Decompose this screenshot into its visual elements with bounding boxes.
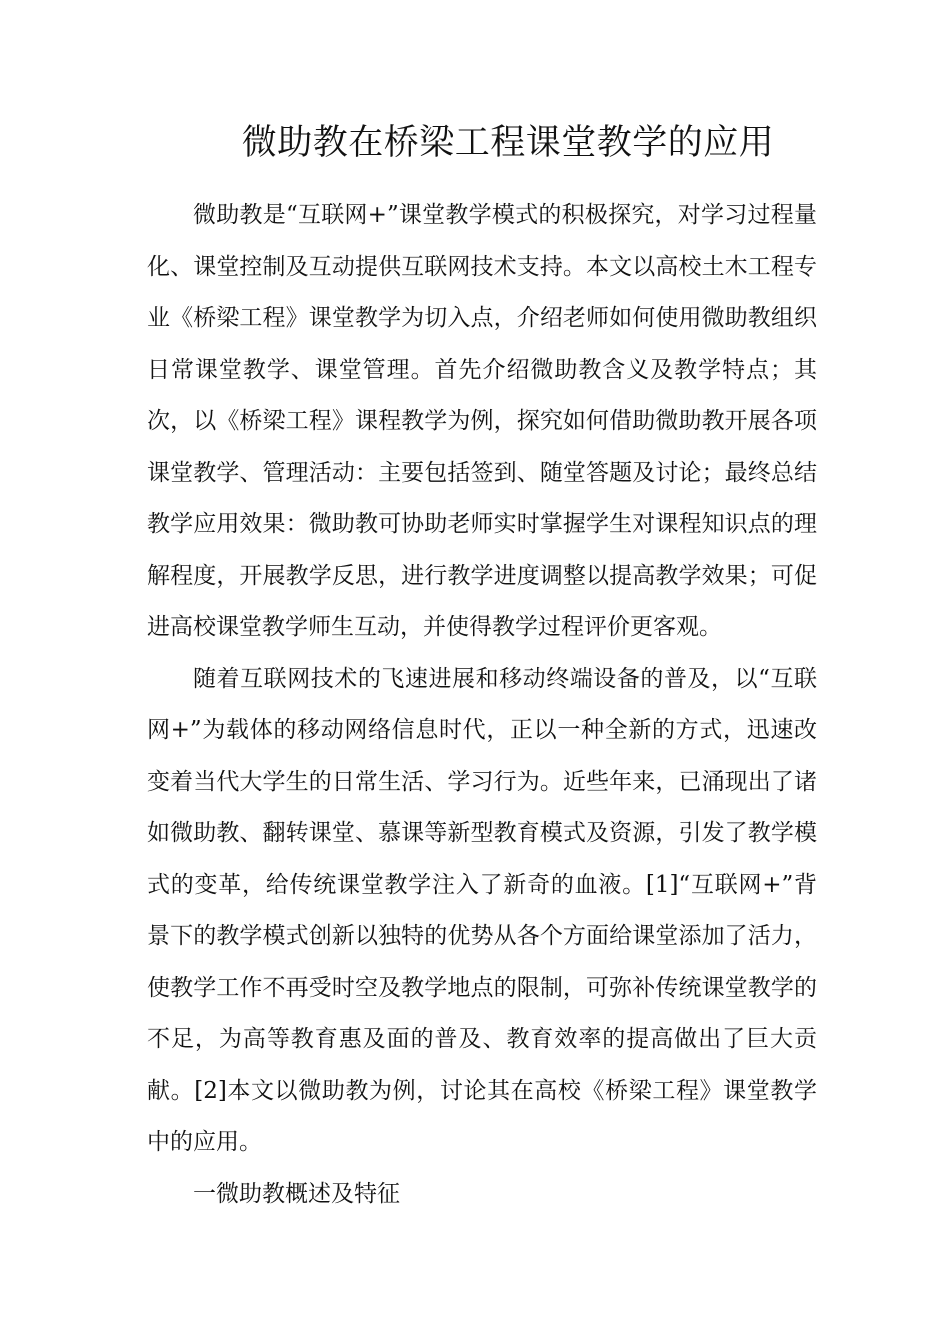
document-body [147,190,817,1220]
document-title: 微助教在桥梁工程课堂教学的应用 [241,123,775,163]
abstract-paragraph: 微助教是“互联网+”课堂教学模式的积极探究，对学习过程量化、课堂控制及互动提供互联网技术支持。本文以高校土木工程专业《桥梁工程》课堂教学为切入点，介绍老师如何使用微助教组织日常课堂教学、课堂管理。首先介绍微助教含义及教学特点；其次，以《桥梁工程》课程教学为例，探究如何借助微助教开展各项课堂教学、管理活动：主要包括签到、随堂答题及讨论；最终总结教学应用效果：微助教可协助老师实时掌握学生对课程知识点的理解程度，开展教学反思，进行教学进度调整以提高教学效果；可促进高校课堂教学师生互动，并使得教学过程评价更客观。 [147,202,817,640]
section-heading: 一微助教概述及特征 [193,1180,400,1207]
intro-paragraph: 随着互联网技术的飞速进展和移动终端设备的普及，以“互联网+”为载体的移动网络信息时代，正以一种全新的方式，迅速改变着当代大学生的日常生活、学习行为。近些年来，已涌现出了诸如微助教、翻转课堂、慕课等新型教育模式及资源，引发了教学模式的变革，给传统课堂教学注入了新奇的血液。[1]“互联网+”背景下的教学模式创新以独特的优势从各个方面给课堂添加了活力，使教学工作不再受时空及教学地点的限制，可弥补传统课堂教学的不足，为高等教育惠及面的普及、教育效率的提高做出了巨大贡献。[2]本文以微助教为例，讨论其在高校《桥梁工程》课堂教学中的应用。 [147,665,817,1155]
